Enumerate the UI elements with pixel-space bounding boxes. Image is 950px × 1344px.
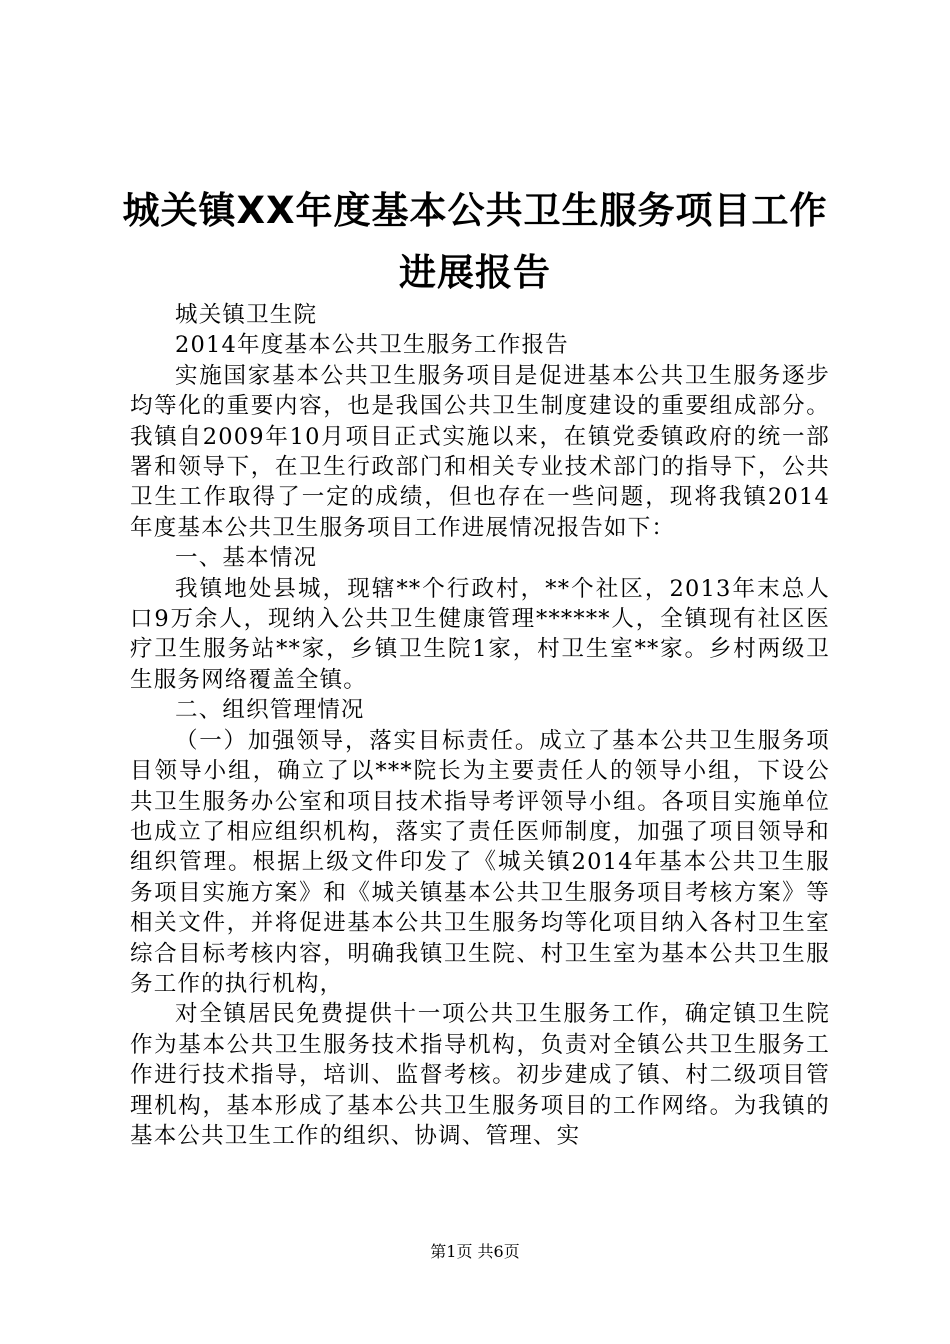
author-line: 城关镇卫生院 [175,302,318,328]
services-paragraph: 对全镇居民免费提供十一项公共卫生服务工作，确定镇卫生院作为基本公共卫生服务技术指导机构，负责对全镇公共卫生服务工作进行技术指导，培训、监督考核。初步建成了镇、村二级项目管理机构，基本形成了基本公共卫生服务项目的工作网络。为我镇的基本公共卫生工作的组织、协调、管理、实 [130,1001,830,1149]
section-heading-basic: 一、基本情况 [175,545,318,572]
page-footer: 第1页 共6页 [430,1242,520,1261]
document-body [130,300,830,1151]
section-heading-management: 二、组织管理情况 [175,697,365,724]
document-title: 城关镇XX年度基本公共卫生服务项目工作进展报告 [122,189,828,294]
report-subtitle: 2014年度基本公共卫生服务工作报告 [175,332,569,359]
basic-info-paragraph: 我镇地处县城，现辖**个行政村，**个社区，2013年末总人口9万余人，现纳入公共卫生健康管理******人，全镇现有社区医疗卫生服务站**家，乡镇卫生院1家，村卫生室**家。乡村两级卫生服务网络覆盖全镇。 [130,575,830,693]
leadership-paragraph: （一）加强领导，落实目标责任。成立了基本公共卫生服务项目领导小组，确立了以***院长为主要责任人的领导小组，下设公共卫生服务办公室和项目技术指导考评领导小组。各项目实施单位也成立了相应组织机构，落实了责任医师制度，加强了项目领导和组织管理。根据上级文件印发了《城关镇2014年基本公共卫生服务项目实施方案》和《城关镇基本公共卫生服务项目考核方案》等相关文件，并将促进基本公共卫生服务均等化项目纳入各村卫生室综合目标考核内容，明确我镇卫生院、村卫生室为基本公共卫生服务工作的执行机构， [130,727,830,997]
intro-paragraph: 实施国家基本公共卫生服务项目是促进基本公共卫生服务逐步均等化的重要内容，也是我国公共卫生制度建设的重要组成部分。我镇自2009年10月项目正式实施以来，在镇党委镇政府的统一部署和领导下，在卫生行政部门和相关专业技术部门的指导下，公共卫生工作取得了一定的成绩，但也存在一些问题，现将我镇2014年度基本公共卫生服务项目工作进展情况报告如下： [130,362,830,541]
